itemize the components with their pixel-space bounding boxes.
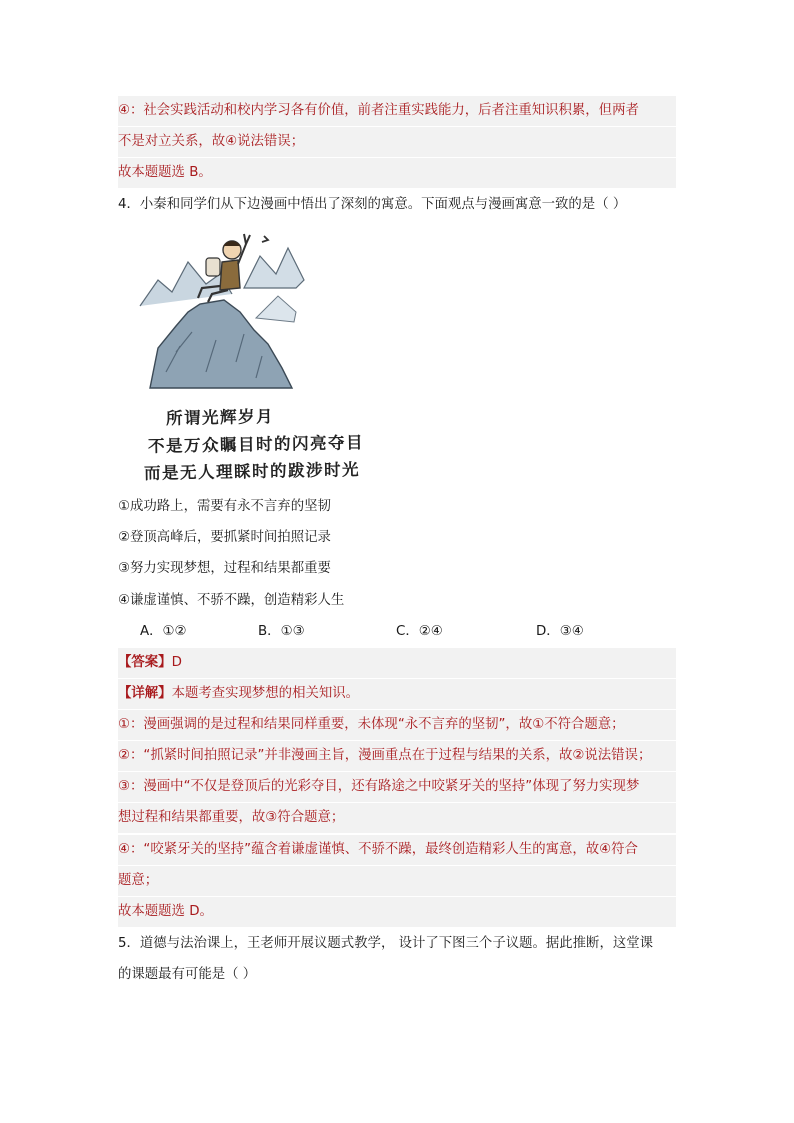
q4-conclusion: 故本题题选 D。 [118,897,676,927]
analysis-item-4: ④：社会实践活动和校内学习各有价值，前者注重实践能力，后者注重知识积累，但两者 [118,96,676,126]
statement-1: ①成功路上，需要有永不言弃的坚韧 [118,499,331,514]
analysis-item-3: ③：漫画中“不仅是登顶后的光彩夺目，还有路途之中咬紧牙关的坚持”体现了努力实现梦 [118,772,676,802]
question-5-stem-cont: 的课题最有可能是（ ） [118,967,257,982]
option-c: C．②④ [396,624,443,639]
comic-mountain-far [256,296,296,322]
detail-line [118,679,676,709]
analysis-item-4-cont: 不是对立关系，故④说法错误； [118,127,676,157]
analysis-item-3-cont: 想过程和结果都重要，故③符合题意； [118,803,676,833]
answer-tag: 【答案】 [118,655,172,670]
comic-climber-body [220,260,240,290]
analysis-item-1: ①：漫画强调的是过程和结果同样重要，未体现“永不言弃的坚韧”，故①不符合题意； [118,710,676,740]
option-a: A．①② [140,624,187,639]
comic-mountains-right [244,248,304,288]
answer-line [118,648,676,678]
comic-caption-line-1: 所谓光辉岁月 [165,407,275,428]
comic-caption-line-2: 不是万众瞩目时的闪亮夺目 [147,433,365,456]
statement-4: ④谦虚谨慎、不骄不躁，创造精彩人生 [118,593,345,608]
detail-tag: 【详解】 [118,686,172,701]
comic-backpack [206,258,220,276]
analysis-conclusion: 故本题题选 B。 [118,158,676,188]
statement-2: ②登顶高峰后，要抓紧时间拍照记录 [118,530,331,545]
comic-illustration [136,222,316,392]
analysis-item-4: ④：“咬紧牙关的坚持”蕴含着谦虚谨慎、不骄不躁，最终创造精彩人生的寓意，故④符合 [118,835,676,865]
option-d: D．③④ [536,624,584,639]
detail-text: 本题考查实现梦想的相关知识。 [171,686,360,701]
answer-value: D [171,655,182,670]
analysis-item-2: ②：“抓紧时间拍照记录”并非漫画主旨，漫画重点在于过程与结果的关系，故②说法错误； [118,741,676,771]
comic-moon [262,236,268,242]
comic-caption-line-3: 而是无人理睬时的跋涉时光 [143,460,361,483]
question-5-stem: 5．道德与法治课上，王老师开展议题式教学， 设计了下图三个子议题。据此推断，这堂课 [118,936,654,951]
statement-3: ③努力实现梦想，过程和结果都重要 [118,561,331,576]
question-4-stem: 4．小秦和同学们从下边漫画中悟出了深刻的寓意。下面观点与漫画寓意一致的是（ ） [118,197,627,212]
option-b: B．①③ [258,624,305,639]
analysis-item-4-cont: 题意； [118,866,676,896]
